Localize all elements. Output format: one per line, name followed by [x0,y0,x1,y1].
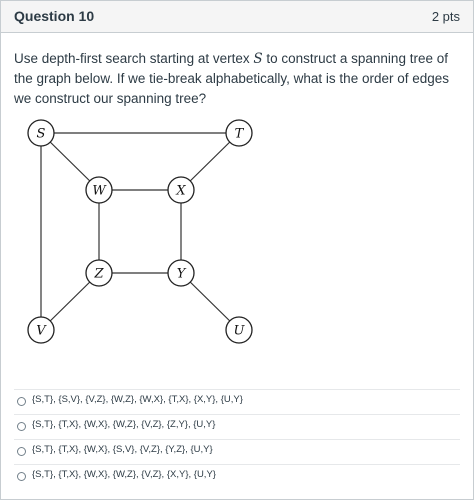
vertex-label-u: U [233,323,245,339]
answer-radio-1[interactable] [17,397,26,406]
question-text-before: Use depth-first search starting at vertex [14,51,254,66]
answer-option-3[interactable] [14,439,460,464]
answer-list [14,389,460,489]
answer-label-4[interactable]: {S,T}, {T,X}, {W,X}, {W,Z}, {V,Z}, {X,Y}, {U,Y} [32,469,216,480]
vertex-t [226,120,252,146]
question-points: 2 pts [431,9,460,24]
answer-label-1[interactable]: {S,T}, {S,V}, {V,Z}, {W,Z}, {W,X}, {T,X}, {X,Y}, {U,Y} [32,394,243,405]
start-vertex: S [253,51,263,67]
answer-radio-3[interactable] [17,447,26,456]
vertex-s [28,120,54,146]
answer-label-3[interactable]: {S,T}, {T,X}, {W,X}, {S,V}, {V,Z}, {Y,Z}, {U,Y} [32,444,213,455]
vertex-u [226,317,252,343]
answer-option-1[interactable] [14,389,460,414]
answer-option-2[interactable] [14,414,460,439]
vertex-v [28,317,54,343]
vertex-label-z: Z [94,266,104,282]
graph-figure [1,111,281,356]
vertex-x [168,177,194,203]
question-title: Question 10 [14,8,95,24]
vertex-y [168,260,194,286]
vertex-z [86,260,112,286]
vertex-label-x: X [176,183,186,199]
answer-option-4[interactable] [14,464,460,489]
vertex-label-w: W [92,183,106,199]
vertex-label-v: V [36,323,46,339]
vertex-w [86,177,112,203]
question-text [14,49,462,109]
question-header [1,1,473,33]
answer-radio-2[interactable] [17,422,26,431]
answer-label-2[interactable]: {S,T}, {T,X}, {W,X}, {W,Z}, {V,Z}, {Z,Y}, {U,Y} [32,419,216,430]
answer-radio-4[interactable] [17,472,26,481]
vertex-label-y: Y [176,266,186,282]
question-text-after: to construct a spanning tree of the graph below. If we tie-break alphabetically, what is the order of edges we construct our spanning tree? [14,51,450,106]
vertex-label-s: S [36,126,46,142]
vertex-label-t: T [234,126,244,142]
